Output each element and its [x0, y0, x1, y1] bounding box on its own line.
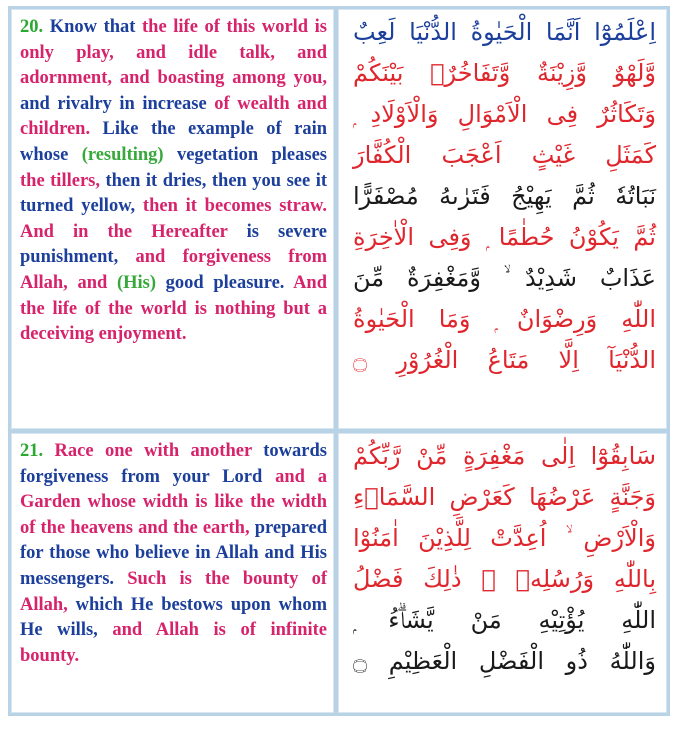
arabic-segment: وَجَنَّةٍ عَرْضُهَا كَعَرْضِ السَّمَاۗءِ — [353, 483, 656, 511]
arabic-line — [353, 94, 656, 135]
translation-segment: of wealth and children. — [20, 93, 327, 140]
translation-segment: prepared for those who believe in Allah and His messengers. — [20, 517, 328, 589]
arabic-segment: نَبَاتُهٗ ثُمَّ يَهِيْجُ فَتَرٰىهُ مُصْفَرًّا — [353, 182, 656, 210]
arabic-line — [353, 518, 656, 559]
arabic-segment: وَّلَهْوٌ وَّزِيْنَةٌ وَّتَفَاخُرٌۢ بَيْنَكُمْ — [353, 59, 656, 87]
arabic-line — [353, 258, 656, 299]
translation-segment: then it becomes straw. And in the Hereafter — [20, 196, 327, 242]
arabic-line — [353, 436, 656, 477]
translation-segment: 20. — [20, 17, 44, 37]
verse-table — [8, 6, 670, 716]
translation-segment: (His) — [116, 272, 156, 293]
arabic-text-cell — [338, 9, 667, 429]
translation-segment: vegetation pleases — [163, 144, 327, 165]
arabic-segment: عَذَابٌ شَدِيْدٌ ۙ وَّمَغْفِرَةٌ مِّنَ — [353, 264, 656, 292]
arabic-text-cell — [338, 433, 667, 713]
arabic-line — [353, 217, 656, 258]
arabic-segment: بِاللّٰهِ وَرُسُلِهٖ ۭ ذٰلِكَ فَضْلُ — [353, 565, 656, 593]
translation-segment: towards forgiveness from your Lord — [20, 441, 327, 487]
translation-segment: and rivalry in increase — [20, 93, 207, 114]
translation-segment: is severe punishment, — [20, 221, 327, 268]
translation-segment: the life of this world is only play, and idle talk, and adornment, and boasting among you, — [20, 17, 327, 89]
translation-segment: Like the example of rain whose — [20, 119, 327, 165]
arabic-segment: وَاللّٰهُ ذُو الْفَضْلِ الْعَظِيْمِ ۝ — [353, 647, 656, 675]
arabic-line — [353, 176, 656, 217]
arabic-line — [353, 12, 656, 53]
arabic-segment: اللّٰهِ وَرِضْوَانٌ ۭ وَمَا الْحَيٰوةُ — [353, 305, 656, 333]
translation-segment: which He bestows upon whom He wills, — [20, 594, 327, 641]
english-translation-text — [20, 439, 327, 669]
arabic-segment: وَتَكَاثُرٌ فِى الْاَمْوَالِ وَالْاَوْلَادِ ۭ — [353, 100, 656, 128]
arabic-verse-text — [353, 436, 656, 682]
english-translation-cell — [11, 9, 334, 429]
translation-segment: Such is the bounty of Allah, — [20, 568, 327, 615]
arabic-segment: سَابِقُوْٓا اِلٰى مَغْفِرَةٍ مِّنْ رَّبِّكُمْ — [353, 442, 656, 470]
translation-segment: good pleasure. — [156, 272, 285, 293]
english-translation-cell — [11, 433, 334, 713]
translation-segment: and Allah is of infinite bounty. — [20, 620, 327, 666]
english-translation-text — [20, 15, 327, 348]
arabic-line — [353, 53, 656, 94]
verse-row-20 — [11, 9, 667, 429]
translation-segment: Know that — [43, 17, 143, 37]
arabic-segment: الدُّنْيَآ اِلَّا مَتَاعُ الْغُرُوْرِ ۝ — [353, 346, 656, 374]
translation-segment: And the life of the world is nothing but a deceiving enjoyment. — [20, 272, 328, 345]
arabic-segment: اِعْلَمُوْٓا اَنَّمَا الْحَيٰوةُ الدُّنْيَا لَعِبٌ — [353, 18, 656, 46]
arabic-line — [353, 641, 656, 682]
translation-segment: the tillers, — [20, 170, 100, 191]
arabic-segment: ثُمَّ يَكُوْنُ حُطٰمًا ۭ وَفِى الْاٰخِرَةِ — [353, 223, 656, 251]
translation-segment: and forgiveness from Allah, and — [20, 247, 327, 293]
translation-segment: (resulting) — [81, 144, 164, 165]
arabic-verse-text — [353, 12, 656, 381]
arabic-segment: كَمَثَلِ غَيْثٍ اَعْجَبَ الْكُفَّارَ — [353, 141, 656, 169]
arabic-line — [353, 477, 656, 518]
translation-segment: then it dries, then you see it turned yellow, — [20, 170, 327, 217]
arabic-line — [353, 600, 656, 641]
verse-row-21 — [11, 433, 667, 713]
arabic-line — [353, 135, 656, 176]
arabic-segment: اللّٰهِ يُؤْتِيْهِ مَنْ يَّشَاۗءُ ۭ — [353, 606, 656, 634]
translation-segment: 21. — [20, 441, 44, 461]
arabic-line — [353, 559, 656, 600]
arabic-line — [353, 340, 656, 381]
translation-segment: Race one with another — [43, 441, 252, 461]
arabic-line — [353, 299, 656, 340]
arabic-segment: وَالْاَرْضِ ۙ اُعِدَّتْ لِلَّذِيْنَ اٰمَنُوْا — [353, 524, 656, 552]
translation-segment: and a Garden whose width is like the width of the heavens and the earth, — [20, 466, 328, 538]
